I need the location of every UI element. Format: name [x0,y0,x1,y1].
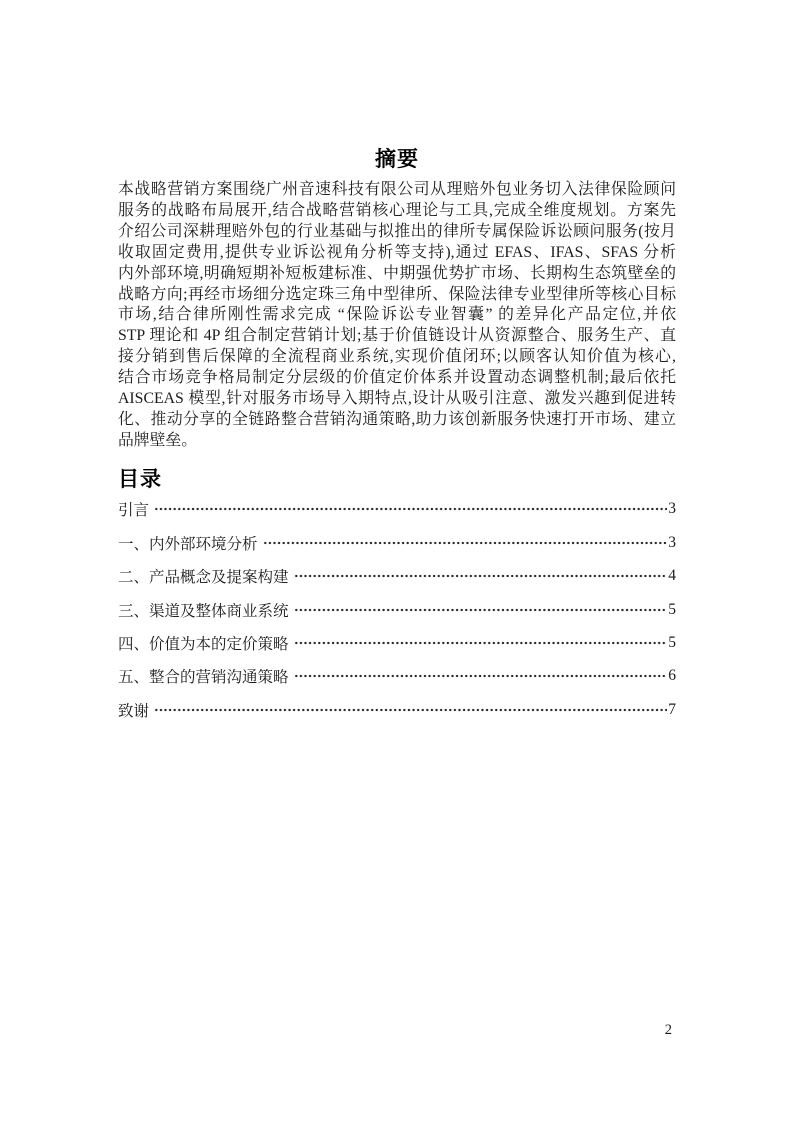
toc-dot-leader [154,501,667,517]
abstract-body [118,180,676,452]
toc-entry-label: 引言 [118,502,150,520]
toc-entry-label: 一、内外部环境分析 [118,535,258,553]
abstract-line: 结合市场竞争格局制定分层级的价值定价体系并设置动态调整机制;最后依托 [118,369,676,387]
toc-entry-page: 5 [668,634,676,652]
toc-entry-label: 三、渠道及整体商业系统 [118,602,289,620]
toc-entry-label: 四、价值为本的定价策略 [118,636,289,654]
abstract-line: 本战略营销方案围绕广州音速科技有限公司从理赔外包业务切入法律保险顾问 [118,181,676,198]
toc-entry[interactable] [118,526,676,559]
toc-entry-page: 4 [668,567,676,585]
toc-entry[interactable] [118,626,676,659]
toc-entry-label: 致谢 [118,702,150,720]
toc-entry-page: 7 [668,700,676,718]
toc-dot-leader [294,668,668,684]
toc-entry[interactable] [118,493,676,526]
toc-entry-page: 3 [668,533,676,551]
abstract-line: 收取固定费用,提供专业诉讼视角分析等支持),通过 EFAS、IFAS、SFAS 分析 [118,243,676,261]
abstract-line: 介绍公司深耕理赔外包的行业基础与拟推出的律所专属保险诉讼顾问服务(按月 [118,222,676,240]
abstract-line: 战略方向;再经市场细分选定珠三角中型律所、保险法律专业型律所等核心目标 [118,285,676,303]
toc-entry[interactable] [118,593,676,626]
toc-dot-leader [294,602,668,618]
toc-entry[interactable] [118,660,676,693]
toc-dot-leader [294,568,668,584]
abstract-line: 市场,结合律所刚性需求完成 “保险诉讼专业智囊” 的差异化产品定位,并依 [118,306,676,324]
abstract-line: 内外部环境,明确短期补短板建标准、中期强优势扩市场、长期构生态筑壁垒的 [118,264,676,282]
toc-title: 目录 [118,467,162,491]
abstract-line: STP 理论和 4P 组合制定营销计划;基于价值链设计从资源整合、服务生产、直 [118,327,676,345]
toc-entry-page: 3 [668,500,676,518]
toc-dot-leader [294,635,668,651]
abstract-line: 品牌壁垒。 [118,431,197,449]
toc-entry-page: 5 [668,600,676,618]
abstract-line: 接分销到售后保障的全流程商业系统,实现价值闭环;以顾客认知价值为核心, [118,348,676,366]
toc-entry-label: 五、整合的营销沟通策略 [118,669,289,687]
toc-dot-leader [154,702,667,718]
toc-entry-label: 二、产品概念及提案构建 [118,569,289,587]
toc-entry[interactable] [118,693,676,726]
abstract-line: 服务的战略布局展开,结合战略营销核心理论与工具,完成全维度规划。方案先 [118,201,676,219]
abstract-line: 化、推动分享的全链路整合营销沟通策略,助力该创新服务快速打开市场、建立 [118,410,676,428]
toc-entry[interactable] [118,560,676,593]
toc-list [118,493,676,727]
abstract-line: AISCEAS 模型,针对服务市场导入期特点,设计从吸引注意、激发兴趣到促进转 [118,390,676,408]
document-page [118,0,676,727]
toc-dot-leader [263,535,668,551]
page-number: 2 [664,1022,672,1038]
toc-entry-page: 6 [668,667,676,685]
abstract-title: 摘要 [375,148,419,171]
